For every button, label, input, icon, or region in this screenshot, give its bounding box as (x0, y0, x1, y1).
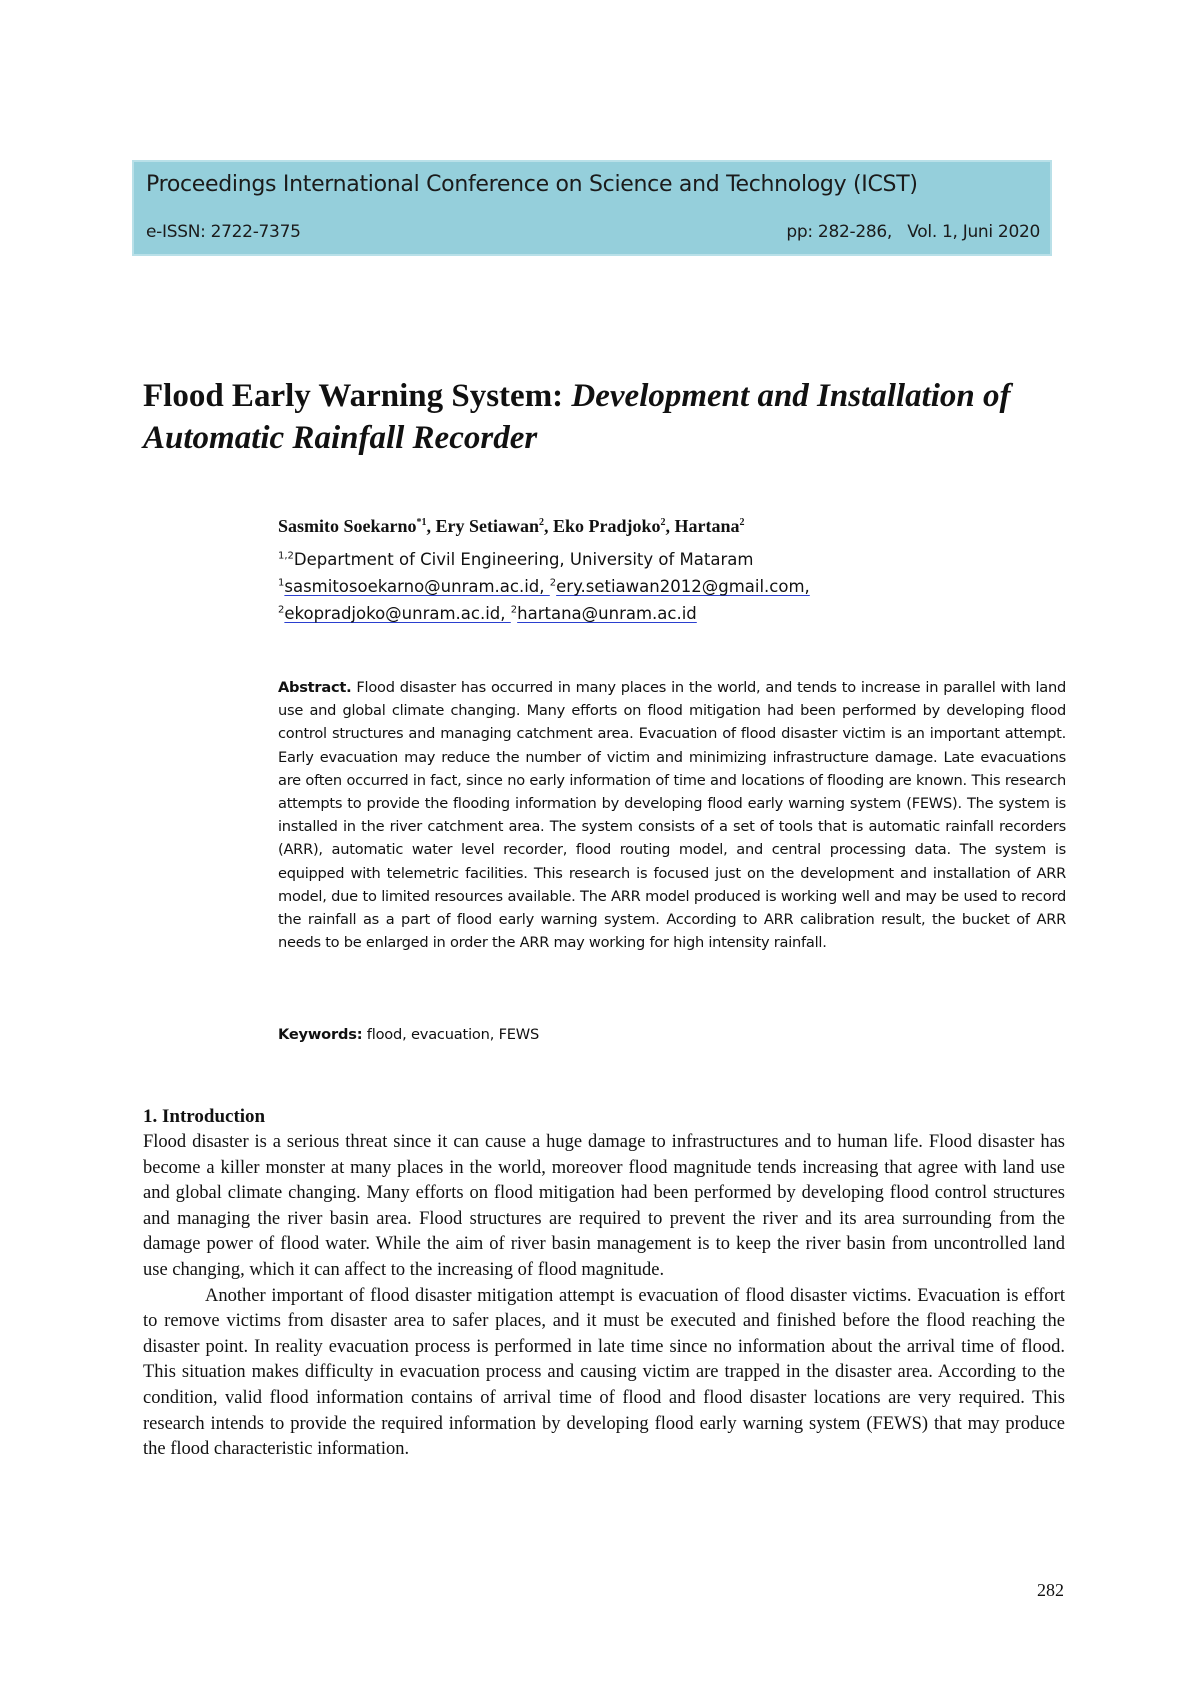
affiliation (278, 550, 753, 569)
intro-paragraph-1: Flood disaster is a serious threat since it can cause a huge damage to infrastructures and to human life. Flood disaster has become a killer monster at many places in the world, moreover flood magnitude tends increasing that agree with land use and global climate changing. Many efforts on flood mitigation had been performed by developing flood control structures and managing the river basin area. Flood structures are required to prevent the river and its area surrounding from the damage power of flood water. While the aim of river basin management is to keep the river basin from uncontrolled land use changing, which it can affect to the increasing of flood magnitude. (143, 1132, 1065, 1280)
email-link-3[interactable]: ekopradjoko@unram.ac.id, (284, 604, 511, 623)
email-2-marker: 2 (549, 577, 557, 589)
email-link-4[interactable]: hartana@unram.ac.id (517, 604, 697, 623)
email-line-2 (278, 604, 697, 623)
issn-label: e-ISSN: 2722-7375 (146, 222, 301, 242)
email-line-1 (278, 577, 810, 596)
email-link-1[interactable]: sasmitosoekarno@unram.ac.id, (284, 577, 550, 596)
author-3: , Eko Pradjoko (544, 516, 661, 536)
paper-title (143, 375, 1083, 459)
email-1-marker: 1 (278, 577, 285, 589)
author-list (278, 516, 745, 537)
email-link-2[interactable]: ery.setiawan2012@gmail.com, (556, 577, 810, 596)
keywords-text: flood, evacuation, FEWS (362, 1026, 540, 1043)
author-2: , Ery Setiawan (426, 516, 540, 536)
journal-header-banner (132, 160, 1052, 256)
title-subtitle: Development and Installation of Automatic Rainfall Recorder (143, 378, 1011, 456)
affiliation-marker: 1,2 (278, 550, 294, 562)
section-heading-introduction: 1. Introduction (143, 1106, 266, 1127)
pages-volume-label: pp: 282-286, Vol. 1, Juni 2020 (786, 222, 1040, 242)
title-main: Flood Early Warning System: (143, 378, 572, 414)
abstract (278, 676, 1066, 954)
journal-meta-row (146, 222, 1040, 246)
email-3-marker: 2 (278, 604, 285, 616)
author-3-marker: 2 (660, 517, 666, 528)
author-2-marker: 2 (539, 517, 545, 528)
author-1-marker: *1 (416, 517, 427, 528)
page-number: 282 (1037, 1580, 1064, 1600)
affiliation-text: Department of Civil Engineering, University of Mataram (293, 550, 754, 569)
email-4-marker: 2 (510, 604, 518, 616)
author-4: , Hartana (665, 516, 740, 536)
abstract-text: Flood disaster has occurred in many places in the world, and tends to increase in parallel with land use and global climate changing. Many efforts on flood mitigation had been performed by developing flood control structures and managing catchment area. Evacuation of flood disaster victim is an important attempt. Early evacuation may reduce the number of victim and minimizing infrastructure damage. Late evacuations are often occurred in fact, since no early information of time and locations of flooding are known. This research attempts to provide the flooding information by developing flood early warning system (FEWS). The system is installed in the river catchment area. The system consists of a set of tools that is automatic rainfall recorders (ARR), automatic water level recorder, flood routing model, and central processing data. The system is equipped with telemetric facilities. This research is focused just on the development and installation of ARR model, due to limited resources available. The ARR model produced is working well and may be used to record the rainfall as a part of flood early warning system. According to ARR calibration result, the bucket of ARR needs to be enlarged in order the ARR may working for high intensity rainfall. (278, 679, 1066, 952)
author-4-marker: 2 (739, 517, 745, 528)
keywords-label: Keywords: (278, 1026, 363, 1043)
abstract-label: Abstract. (278, 679, 352, 696)
intro-paragraph-2: Another important of flood disaster mitigation attempt is evacuation of flood disaster victims. Evacuation is effort to remove victims from disaster area to safer places, and it must be executed and finished before the flood reaching the disaster point. In reality evacuation process is performed in late time since no information about the arrival time of flood. This situation makes difficulty in evacuation process and causing victim are trapped in the disaster area. According to the condition, valid flood information contains of arrival time of flood and flood disaster locations are very required. This research intends to provide the required information by developing flood early warning system (FEWS) that may produce the flood characteristic information. (143, 1285, 1065, 1460)
author-1: Sasmito Soekarno (278, 516, 417, 536)
journal-title: Proceedings International Conference on Science and Technology (ICST) (146, 172, 918, 197)
introduction-body (143, 1130, 1065, 1463)
keywords (278, 1026, 539, 1043)
